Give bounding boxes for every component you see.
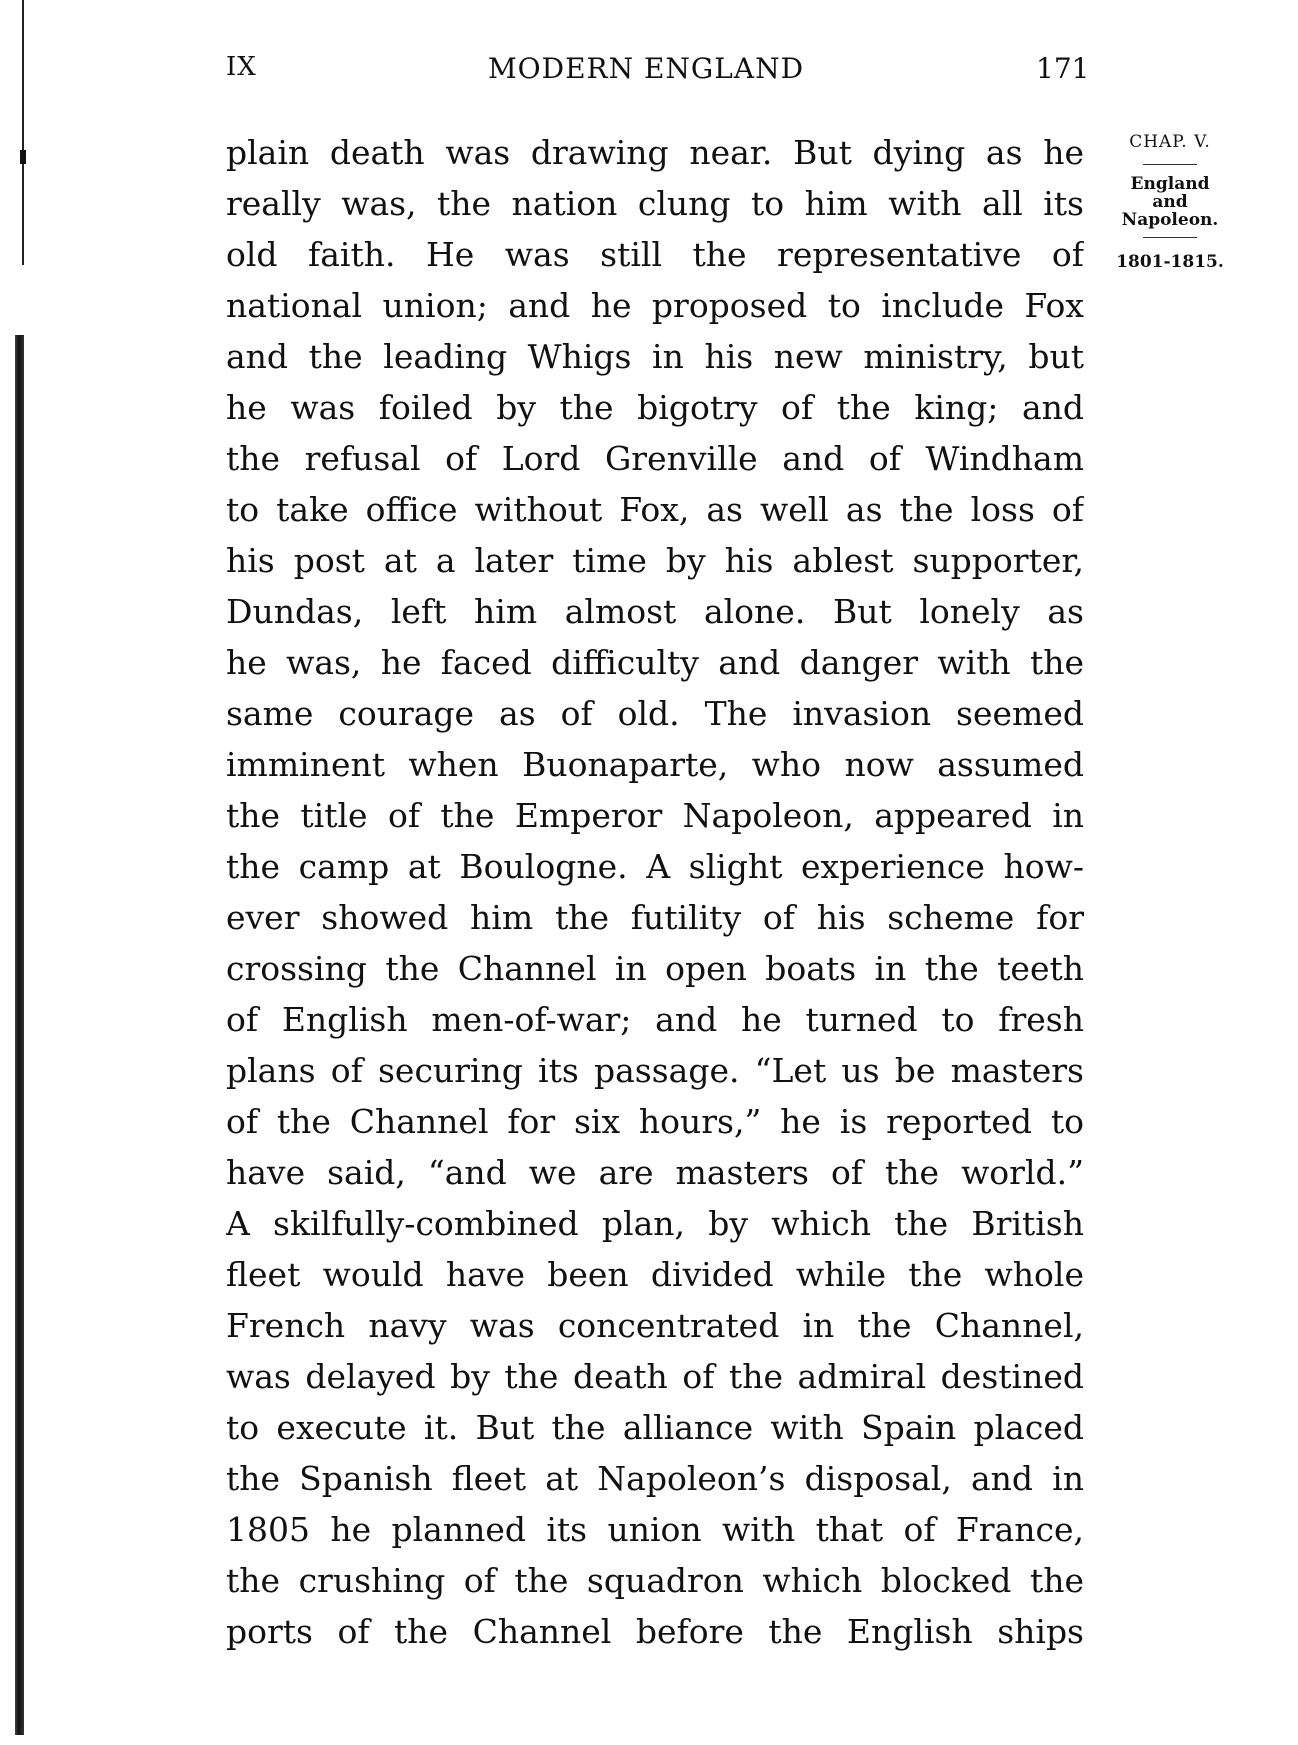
sidenote-chapter: CHAP. V. [1129, 132, 1211, 152]
text-line: plans of securing its passage. “Let us be masters [226, 1051, 1084, 1090]
text-line: the title of the Emperor Napoleon, appeared in [226, 796, 1084, 835]
text-line: Dundas, left him almost alone. But lonely as [226, 592, 1084, 631]
text-line: of the Channel for six hours,” he is reported to [226, 1102, 1084, 1141]
text-line: fleet would have been divided while the whole [226, 1255, 1084, 1294]
header-running-title: MODERN ENGLAND [488, 52, 805, 85]
text-line: was delayed by the death of the admiral destined [226, 1357, 1084, 1396]
text-line: national union; and he proposed to include Fox [226, 286, 1084, 325]
page-number: 171 [1036, 52, 1090, 85]
text-line: really was, the nation clung to him with all its [226, 184, 1084, 223]
binding-edge-line [22, 0, 24, 265]
text-line: to take office without Fox, as well as the loss of [226, 490, 1084, 529]
sidenote-years: 1801-1815. [1116, 252, 1224, 272]
sidenote-rule [1143, 164, 1197, 165]
text-line: the crushing of the squadron which blocked the [226, 1561, 1084, 1600]
text-line: the camp at Boulogne. A slight experience how- [226, 847, 1084, 886]
text-line: imminent when Buonaparte, who now assumed [226, 745, 1084, 784]
text-line: same courage as of old. The invasion seemed [226, 694, 1084, 733]
text-line: to execute it. But the alliance with Spain placed [226, 1408, 1084, 1447]
margin-sidenote [1100, 132, 1240, 272]
text-line: plain death was drawing near. But dying as he [226, 133, 1084, 172]
text-line: crossing the Channel in open boats in the teeth [226, 949, 1084, 988]
text-line: A skilfully-combined plan, by which the British [226, 1204, 1084, 1243]
text-line: he was, he faced difficulty and danger with the [226, 643, 1084, 682]
text-line: he was foiled by the bigotry of the king; and [226, 388, 1084, 427]
text-line: ever showed him the futility of his scheme for [226, 898, 1084, 937]
binding-edge-shadow [15, 335, 24, 1735]
sidenote-subject-line: and [1152, 192, 1188, 212]
text-line: the refusal of Lord Grenville and of Windham [226, 439, 1084, 478]
text-line: old faith. He was still the representative of [226, 235, 1084, 274]
header-chapter-numeral: IX [226, 52, 257, 82]
text-line: have said, “and we are masters of the world.” [226, 1153, 1084, 1192]
text-line: and the leading Whigs in his new ministry, but [226, 337, 1084, 376]
text-line: 1805 he planned its union with that of France, [226, 1510, 1084, 1549]
text-line: the Spanish fleet at Napoleon’s disposal, and in [226, 1459, 1084, 1498]
sidenote-rule [1143, 237, 1197, 238]
sidenote-subject-line: England [1130, 174, 1210, 194]
sidenote-subject-line: Napoleon. [1121, 210, 1219, 230]
text-line: ports of the Channel before the English ships [226, 1612, 1084, 1651]
text-line: of English men-of-war; and he turned to fresh [226, 1000, 1084, 1039]
binding-edge-mark [20, 150, 26, 164]
page-body-text [226, 127, 1084, 1657]
running-header [0, 52, 1298, 92]
text-line: French navy was concentrated in the Channel, [226, 1306, 1084, 1345]
text-line: his post at a later time by his ablest supporter, [226, 541, 1084, 580]
